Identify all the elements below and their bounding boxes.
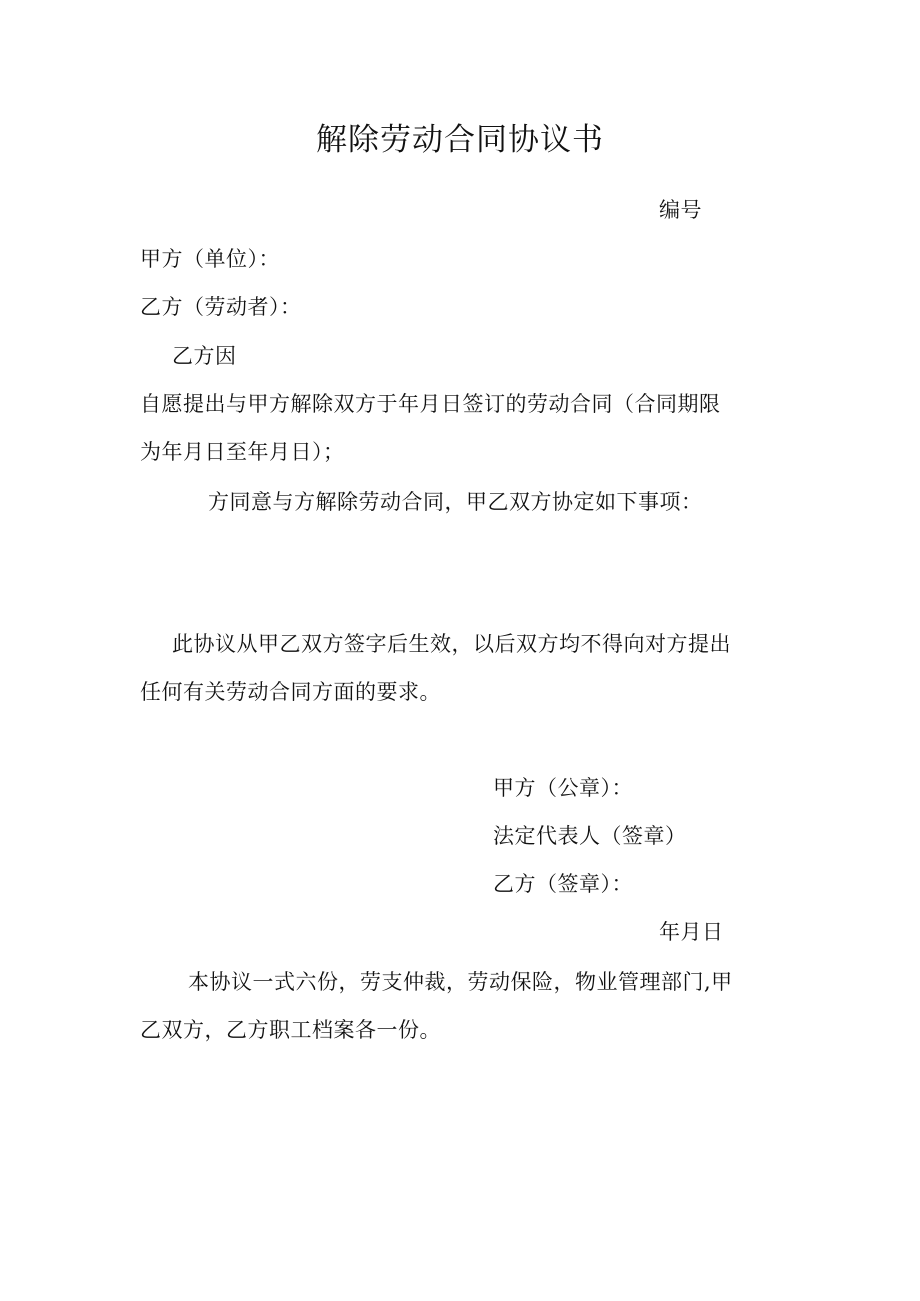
copies-paragraph-line-2: 乙双方，乙方职工档案各一份。 [140, 1018, 441, 1042]
party-b-label: 乙方（劳动者）： [140, 295, 302, 319]
agreement-intro: 方同意与方解除劳动合同，甲乙双方协定如下事项： [208, 490, 703, 514]
serial-number-label: 编号 [659, 198, 702, 222]
document-title: 解除劳动合同协议书 [316, 122, 604, 158]
contract-paragraph-line-2: 为年月日至年月日）； [140, 440, 345, 464]
signature-party-b: 乙方（签章）： [493, 872, 633, 896]
party-a-label: 甲方（单位）： [140, 247, 280, 271]
signature-date: 年月日 [659, 920, 724, 944]
termination-reason-label: 乙方因 [172, 344, 237, 368]
signature-legal-representative: 法定代表人（签章） [493, 824, 687, 848]
effect-paragraph-line-1: 此协议从甲乙双方签字后生效，以后双方均不得向对方提出 [172, 632, 731, 656]
effect-paragraph-line-2: 任何有关劳动合同方面的要求。 [140, 680, 441, 704]
signature-party-a: 甲方（公章）： [493, 776, 633, 800]
copies-paragraph-line-1: 本协议一式六份，劳支仲裁，劳动保险，物业管理部门,甲 [188, 970, 733, 994]
contract-paragraph-line-1: 自愿提出与甲方解除双方于年月日签订的劳动合同（合同期限 [140, 392, 721, 416]
